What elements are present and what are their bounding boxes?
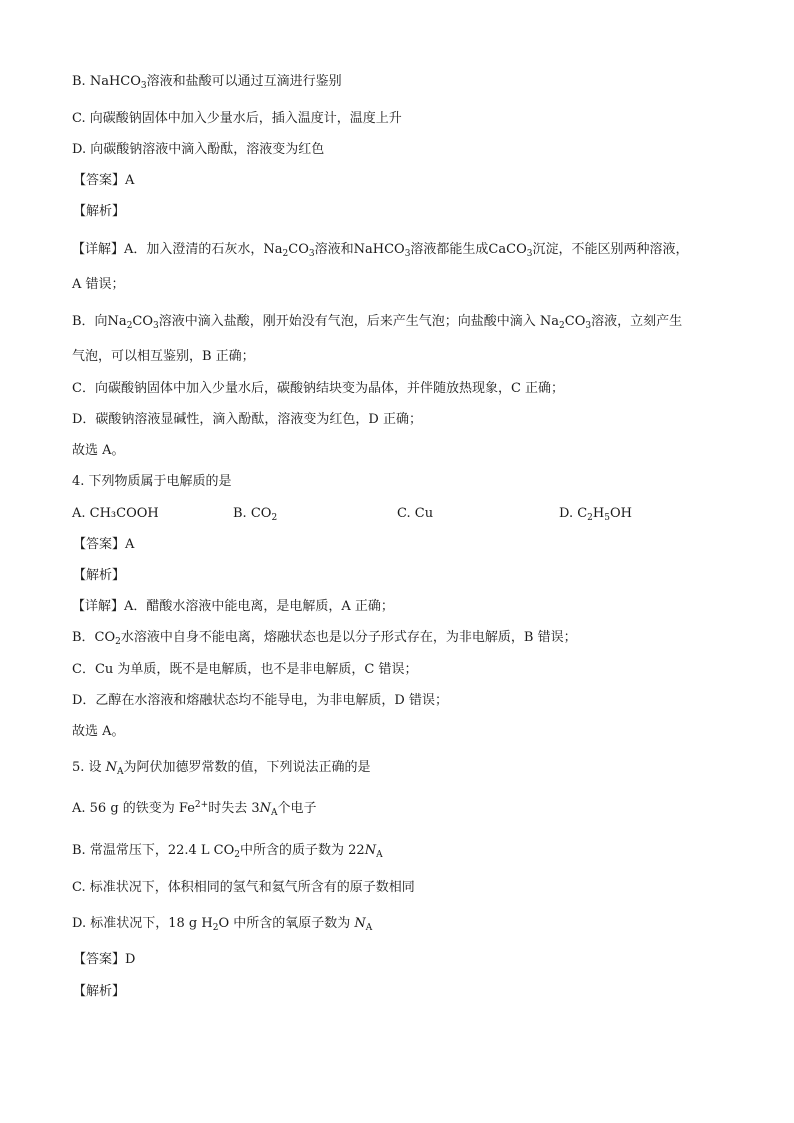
q3-detail-b-s1: 2: [126, 321, 133, 331]
answer-tag: 【答案】: [73, 952, 126, 967]
q3-detail-b-s3: 2: [559, 321, 565, 331]
q3-detail-a-cont: A 错误；: [72, 277, 125, 292]
q5-option-a-na-sub: A: [270, 808, 278, 818]
q3-detail-a-p3: 溶液和NaHCO: [314, 242, 405, 257]
answer-tag: 【答案】: [73, 173, 126, 188]
q3-analysis-heading: [73, 203, 125, 221]
q5-option-a-p2: 时失去 3: [208, 801, 260, 816]
q5-option-b-na-sub: A: [376, 850, 383, 860]
q5-stem: [72, 759, 371, 777]
q4-option-b-sub: 2: [271, 513, 278, 523]
q4-detail-b: [72, 629, 577, 647]
q4-option-c: C. Cu: [397, 506, 434, 521]
q5-stem-prefix: 5. 设: [72, 760, 106, 775]
q5-analysis-heading: [73, 983, 125, 1001]
q5-option-d-p1: D. 标准状况下，18 g H: [72, 916, 213, 931]
q3-detail-a-p2: CO: [288, 242, 309, 257]
q5-option-d-na-symbol: N: [354, 916, 366, 931]
q4-analysis-heading: [73, 567, 125, 585]
q4-detail-d: D．乙醇在水溶液和熔融状态均不能导电，为非电解质，D 错误；: [72, 693, 448, 708]
q3-option-b: [72, 73, 342, 91]
q3-detail-b-p4: CO: [564, 314, 586, 329]
q3-detail-a-s1: 2: [282, 249, 289, 259]
answer-value: A: [125, 173, 135, 188]
q4-option-b-text: B. CO: [233, 506, 272, 521]
q4-detail-a: [72, 598, 394, 616]
q4-option-d: [559, 505, 632, 523]
q3-detail-a-s3: 3: [404, 249, 411, 259]
q3-detail-b-p1: B．向Na: [72, 314, 127, 329]
q3-detail-a-p5: 沉淀，不能区别两种溶液，: [532, 242, 689, 257]
q3-detail-b: [72, 313, 682, 331]
q5-option-b-s1: 2: [234, 850, 240, 860]
q4-conclusion: 故选 A。: [72, 724, 125, 739]
q5-option-c: C. 标准状况下，体积相同的氢气和氦气所含有的原子数相同: [72, 880, 415, 895]
q5-option-b-p2: 中所含的质子数为 22: [240, 843, 365, 858]
q3-detail-a-s2: 3: [308, 249, 315, 259]
q4-option-d-s1: 2: [587, 513, 593, 523]
q3-detail-b-p3: 溶液中滴入盐酸，刚开始没有气泡，后来产生气泡；向盐酸中滴入 Na: [158, 314, 560, 329]
q3-detail-b-s4: 3: [585, 321, 592, 331]
q4-option-d-s2: 5: [604, 513, 610, 523]
answer-value: D: [125, 952, 136, 967]
q5-option-a-sup: 2+: [194, 800, 209, 810]
q4-option-a: A. CH₃COOH: [72, 506, 159, 521]
q5-option-d-p2: O 中所含的氧原子数为: [218, 916, 355, 931]
q4-detail-b-text: B．CO: [72, 630, 116, 645]
q5-answer: [73, 951, 135, 969]
q4-option-b: [233, 505, 277, 523]
answer-value: A: [125, 537, 135, 552]
q5-stem-suffix: 为阿伏加德罗常数的值，下列说法正确的是: [123, 760, 371, 775]
q3-option-b-text: B. NaHCO: [72, 74, 141, 89]
q4-detail-c: C．Cu 为单质，既不是电解质，也不是非电解质，C 错误；: [72, 662, 418, 677]
detail-tag: 【详解】: [72, 599, 125, 614]
q5-option-d: [72, 915, 372, 933]
q3-detail-a-p4: 溶液都能生成CaCO: [410, 242, 527, 257]
q3-detail-b-cont: 气泡，可以相互鉴别，B 正确；: [72, 349, 255, 364]
q5-option-b-p1: B. 常温常压下，22.4 L CO: [72, 843, 235, 858]
q3-conclusion: 故选 A。: [72, 443, 125, 458]
q3-detail-b-s2: 3: [153, 321, 159, 331]
q4-option-d-p3: OH: [609, 506, 632, 521]
q5-option-b: [72, 842, 383, 860]
q3-detail-b-p5: 溶液，立刻产生: [591, 314, 683, 329]
q5-stem-na-sub: A: [117, 767, 124, 777]
q5-option-d-na-sub: A: [365, 923, 373, 933]
q3-option-c: C. 向碳酸钠固体中加入少量水后，插入温度计，温度上升: [72, 111, 402, 126]
q3-detail-a: [72, 241, 688, 259]
analysis-tag: 【解析】: [73, 984, 126, 999]
q4-option-d-p1: D. C: [559, 506, 588, 521]
q5-option-d-s1: 2: [212, 923, 219, 933]
q3-option-b-sub: 3: [140, 81, 147, 91]
analysis-tag: 【解析】: [73, 568, 126, 583]
q3-option-b-suffix: 溶液和盐酸可以通过互滴进行鉴别: [146, 74, 342, 89]
q5-option-b-na-symbol: N: [364, 843, 377, 858]
detail-tag: 【详解】: [72, 242, 125, 257]
analysis-tag: 【解析】: [73, 204, 126, 219]
q3-detail-a-s4: 3: [526, 249, 533, 259]
answer-tag: 【答案】: [73, 537, 126, 552]
q3-answer: [73, 172, 134, 190]
q3-detail-b-p2: CO: [132, 314, 154, 329]
q3-detail-d: D．碳酸钠溶液显碱性，滴入酚酞，溶液变为红色，D 正确；: [72, 412, 422, 427]
q3-detail-a-p1: A．加入澄清的石灰水，Na: [124, 242, 283, 257]
q4-detail-a-text: A．醋酸水溶液中能电离，是电解质，A 正确；: [124, 599, 394, 614]
q4-stem: 4. 下列物质属于电解质的是: [72, 474, 232, 489]
q5-option-a: [72, 800, 317, 818]
q4-detail-b-suffix: 水溶液中自身不能电离，熔融状态也是以分子形式存在，为非电解质，B 错误；: [120, 630, 577, 645]
q5-option-a-p3: 个电子: [277, 801, 317, 816]
q4-option-d-p2: H: [592, 506, 605, 521]
q5-stem-na-symbol: N: [105, 760, 118, 775]
q3-option-d: D. 向碳酸钠溶液中滴入酚酞，溶液变为红色: [72, 142, 325, 157]
q4-answer: [73, 536, 134, 554]
q5-option-a-p1: A. 56 g 的铁变为 Fe: [72, 801, 195, 816]
q4-detail-b-sub: 2: [115, 637, 121, 647]
q5-option-a-na-symbol: N: [259, 801, 271, 816]
q3-detail-c: C．向碳酸钠固体中加入少量水后，碳酸钠结块变为晶体，并伴随放热现象，C 正确；: [72, 381, 565, 396]
